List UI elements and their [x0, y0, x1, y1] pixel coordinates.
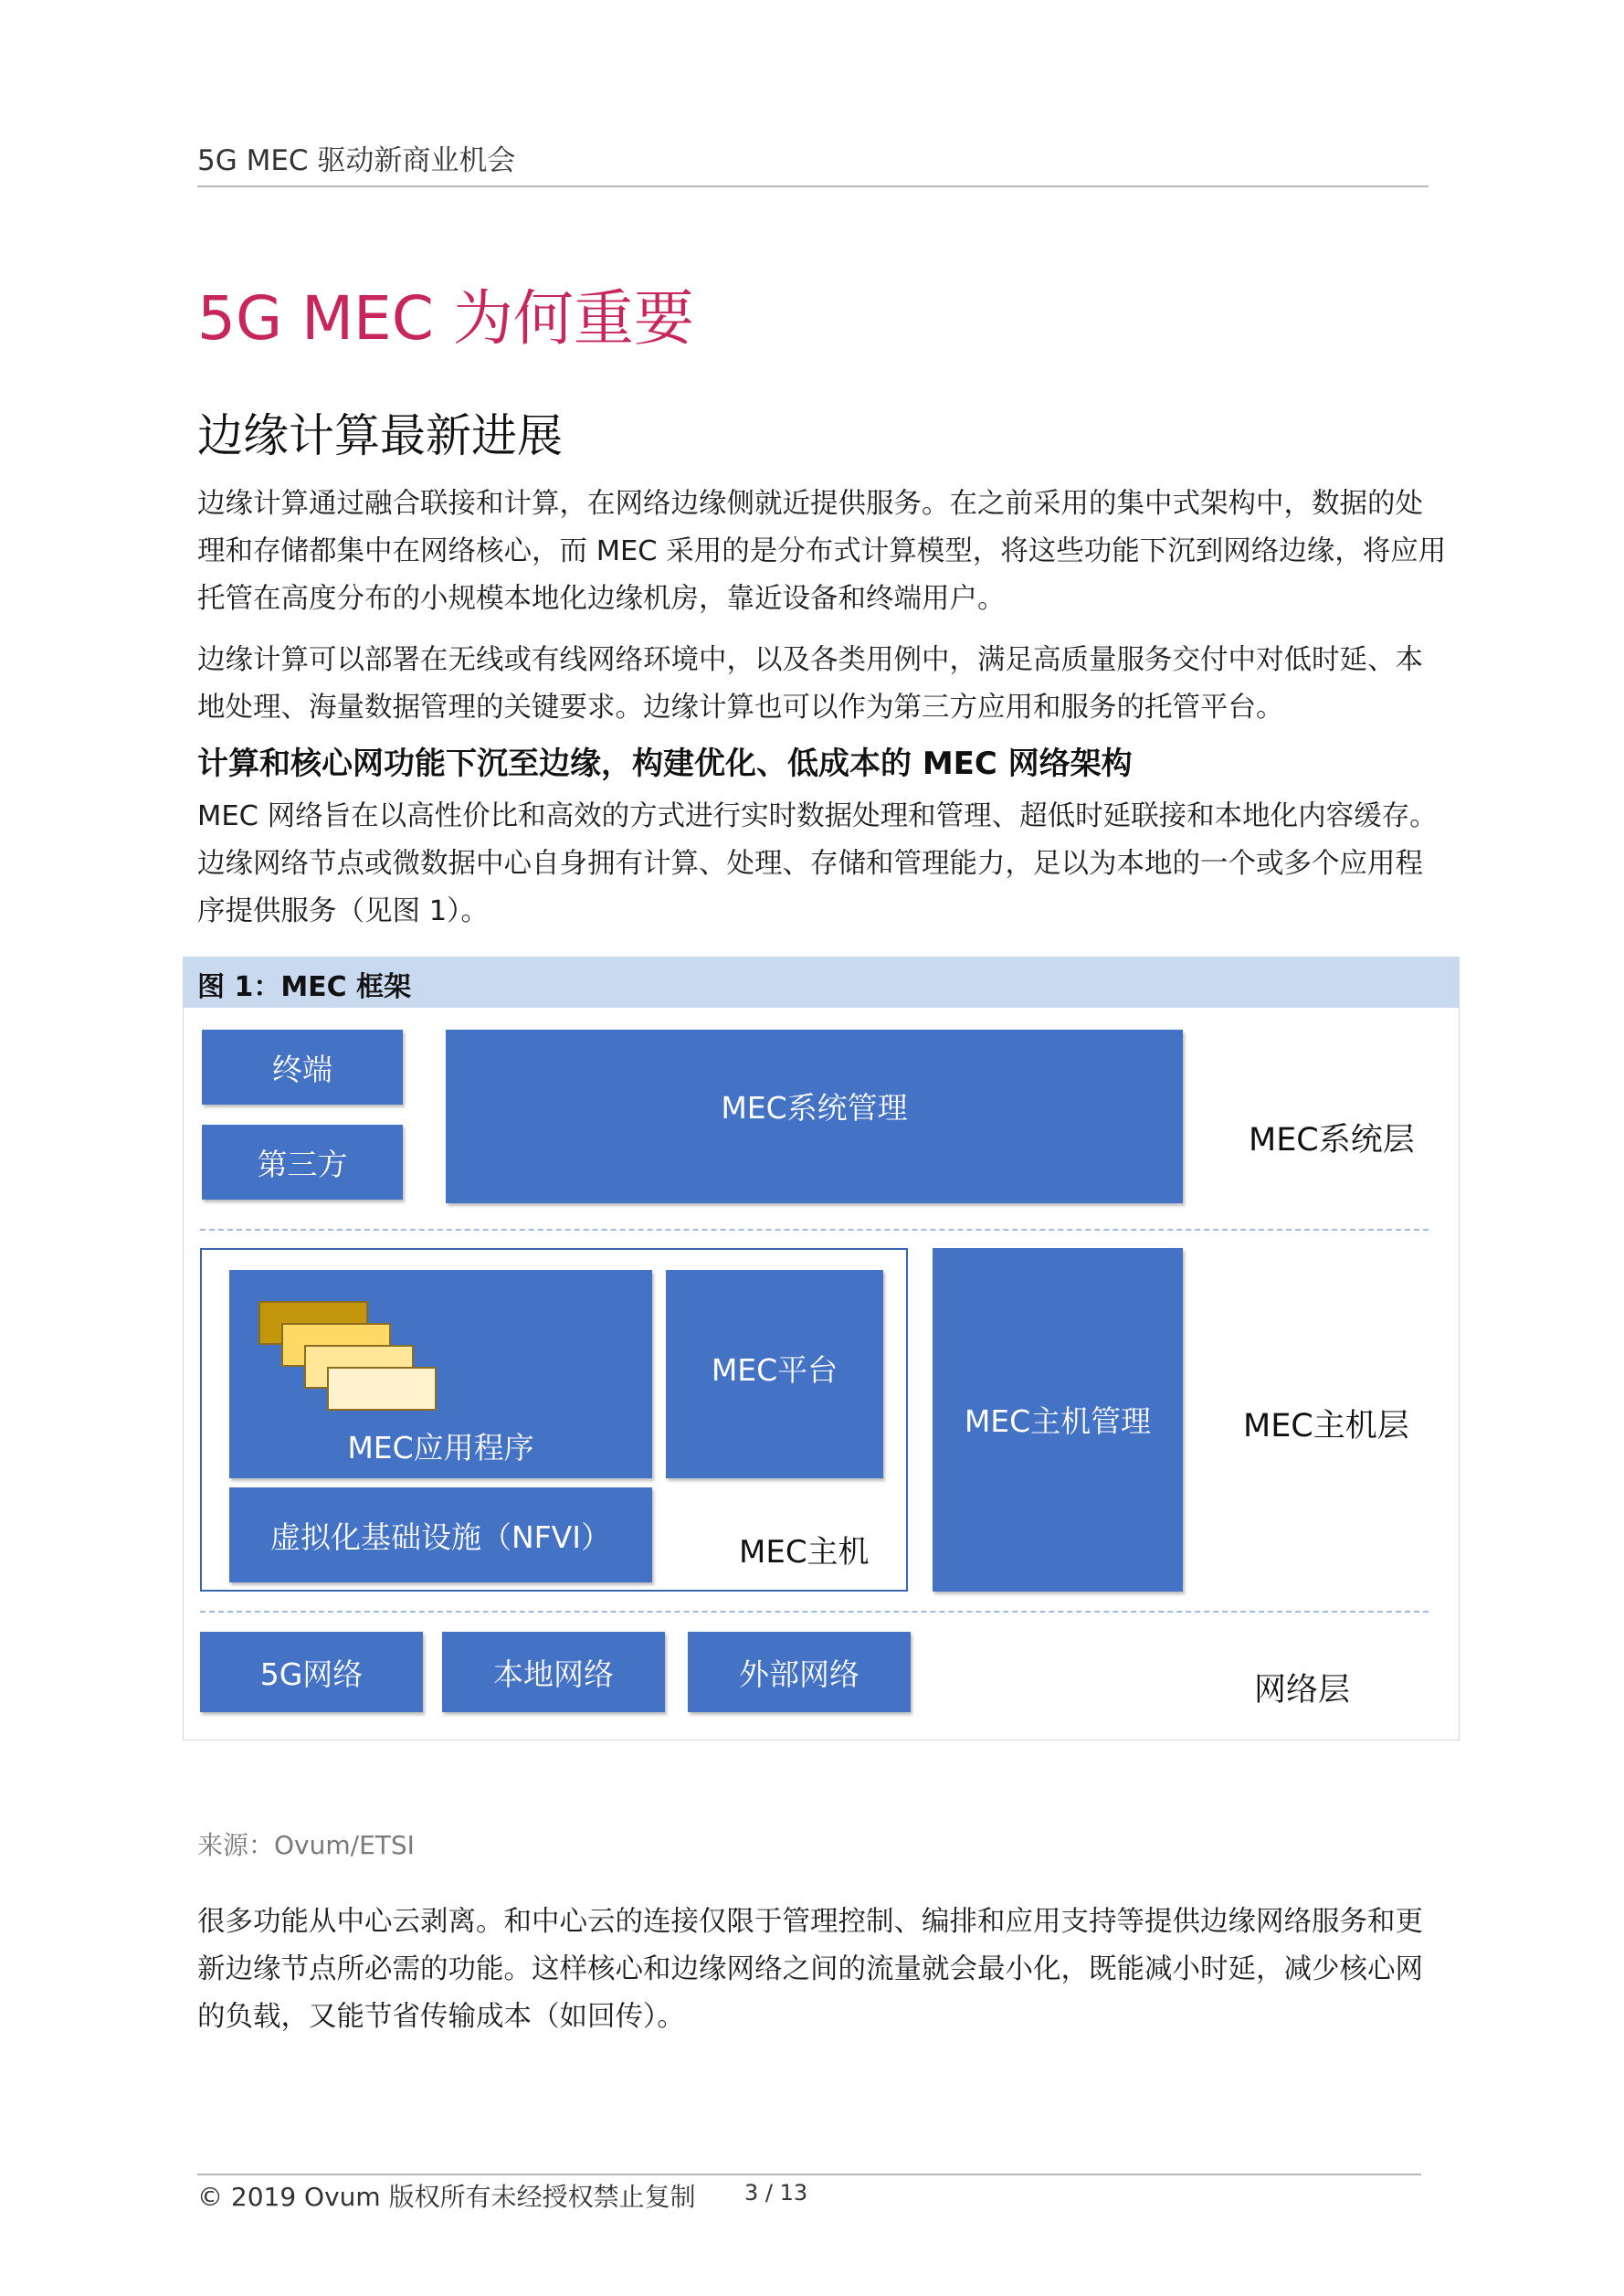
third-party-block: 第三方 [202, 1125, 403, 1200]
layer-divider [200, 1611, 1429, 1613]
header-divider [197, 185, 1429, 187]
figure-caption-band [183, 957, 1460, 1008]
figure-caption: 图 1：MEC 框架 [197, 971, 412, 1003]
external-network-block: 外部网络 [688, 1632, 911, 1712]
section-title: 边缘计算最新进展 [197, 409, 563, 462]
page-number: 3 / 13 [744, 2180, 808, 2206]
page-title: 5G MEC 为何重要 [197, 283, 694, 354]
mec-host-management-block: MEC主机管理 [933, 1248, 1183, 1592]
subheading: 计算和核心网功能下沉至边缘，构建优化、低成本的 MEC 网络架构 [197, 746, 1133, 782]
nfvi-block: 虚拟化基础设施（NFVI） [229, 1487, 652, 1582]
terminal-block: 终端 [202, 1030, 403, 1105]
paragraph-2: 边缘计算可以部署在无线或有线网络环境中，以及各类用例中，满足高质量服务交付中对低时延、本地处理、海量数据管理的关键要求。边缘计算也可以作为第三方应用和服务的托管平台。 [197, 644, 1423, 724]
mec-platform-block: MEC平台 [666, 1270, 883, 1478]
paragraph-1: 边缘计算通过融合联接和计算，在网络边缘侧就近提供服务。在之前采用的集中式架构中，数据的处理和存储都集中在网络核心，而 MEC 采用的是分布式计算模型，将这些功能下沉到网络边缘，将应用托管在高度分布的小规模本地化边缘机房，靠近设备和终端用户。 [197, 488, 1447, 615]
5g-network-block: 5G网络 [200, 1632, 423, 1712]
mec-applications-block [229, 1270, 652, 1478]
mec-system-management-block: MEC系统管理 [446, 1030, 1183, 1203]
footer-divider [197, 2174, 1421, 2175]
network-layer-label: 网络层 [1254, 1672, 1351, 1709]
mec-system-layer-label: MEC系统层 [1249, 1122, 1415, 1159]
local-network-block: 本地网络 [442, 1632, 665, 1712]
footer-copyright: © 2019 Ovum 版权所有未经授权禁止复制 [197, 2182, 696, 2212]
mec-host-label: MEC主机 [739, 1534, 870, 1571]
layer-divider [200, 1229, 1429, 1231]
paragraph-3: MEC 网络旨在以高性价比和高效的方式进行实时数据处理和管理、超低时延联接和本地化内容缓存。边缘网络节点或微数据中心自身拥有计算、处理、存储和管理能力，足以为本地的一个或多个应用程序提供服务（见图 1）。 [197, 800, 1438, 927]
paragraph-4: 很多功能从中心云剥离。和中心云的连接仅限于管理控制、编排和应用支持等提供边缘网络服务和更新边缘节点所必需的功能。这样核心和边缘网络之间的流量就会最小化，既能减小时延，减少核心网的负载，又能节省传输成本（如回传）。 [197, 1906, 1423, 2033]
mec-framework-diagram [183, 1008, 1460, 1741]
figure-source: 来源：Ovum/ETSI [197, 1830, 415, 1860]
mec-host-layer-label: MEC主机层 [1243, 1408, 1409, 1444]
running-header: 5G MEC 驱动新商业机会 [197, 144, 516, 177]
app-icon [327, 1367, 437, 1411]
mec-applications-label: MEC应用程序 [347, 1430, 534, 1465]
